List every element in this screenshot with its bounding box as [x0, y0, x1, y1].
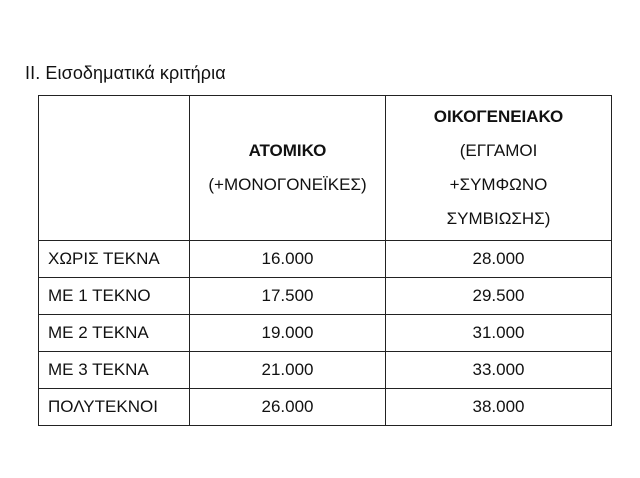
- table-row: [39, 278, 612, 315]
- header-oikogeneiako-line4: ΣΥΜΒΙΩΣΗΣ): [446, 209, 551, 228]
- header-oikogeneiako-line3: +ΣΥΜΦΩΝΟ: [449, 175, 548, 194]
- header-atomiko-title: ΑΤΟΜΙΚΟ: [248, 141, 327, 160]
- atomiko-value: 19.000: [190, 315, 386, 352]
- table-row: [39, 241, 612, 278]
- row-label: ΜΕ 2 ΤΕΚΝΑ: [39, 315, 190, 352]
- oikogeneiako-value: 29.500: [386, 278, 612, 315]
- table-row: [39, 315, 612, 352]
- page-heading: ΙΙ. Εισοδηματικά κριτήρια: [25, 63, 226, 83]
- row-label: ΜΕ 1 ΤΕΚΝΟ: [39, 278, 190, 315]
- header-oikogeneiako-line2: (ΕΓΓΑΜΟΙ: [459, 141, 538, 160]
- oikogeneiako-value: 28.000: [386, 241, 612, 278]
- oikogeneiako-value: 31.000: [386, 315, 612, 352]
- header-atomiko-subtitle: (+ΜΟΝΟΓΟΝΕΪΚΕΣ): [208, 175, 367, 194]
- header-empty-cell: [39, 96, 190, 241]
- row-label: ΜΕ 3 ΤΕΚΝΑ: [39, 352, 190, 389]
- atomiko-value: 17.500: [190, 278, 386, 315]
- header-oikogeneiako-title: ΟΙΚΟΓΕΝΕΙΑΚΟ: [433, 107, 564, 126]
- header-oikogeneiako-cell: [386, 96, 612, 241]
- atomiko-value: 16.000: [190, 241, 386, 278]
- header-atomiko-cell: [190, 96, 386, 241]
- row-label: ΧΩΡΙΣ ΤΕΚΝΑ: [39, 241, 190, 278]
- oikogeneiako-value: 38.000: [386, 389, 612, 426]
- atomiko-value: 26.000: [190, 389, 386, 426]
- atomiko-value: 21.000: [190, 352, 386, 389]
- oikogeneiako-value: 33.000: [386, 352, 612, 389]
- table-row: [39, 389, 612, 426]
- table-row: [39, 352, 612, 389]
- row-label: ΠΟΛΥΤΕΚΝΟΙ: [39, 389, 190, 426]
- table-header-row: [39, 96, 612, 241]
- income-criteria-table: [38, 95, 612, 426]
